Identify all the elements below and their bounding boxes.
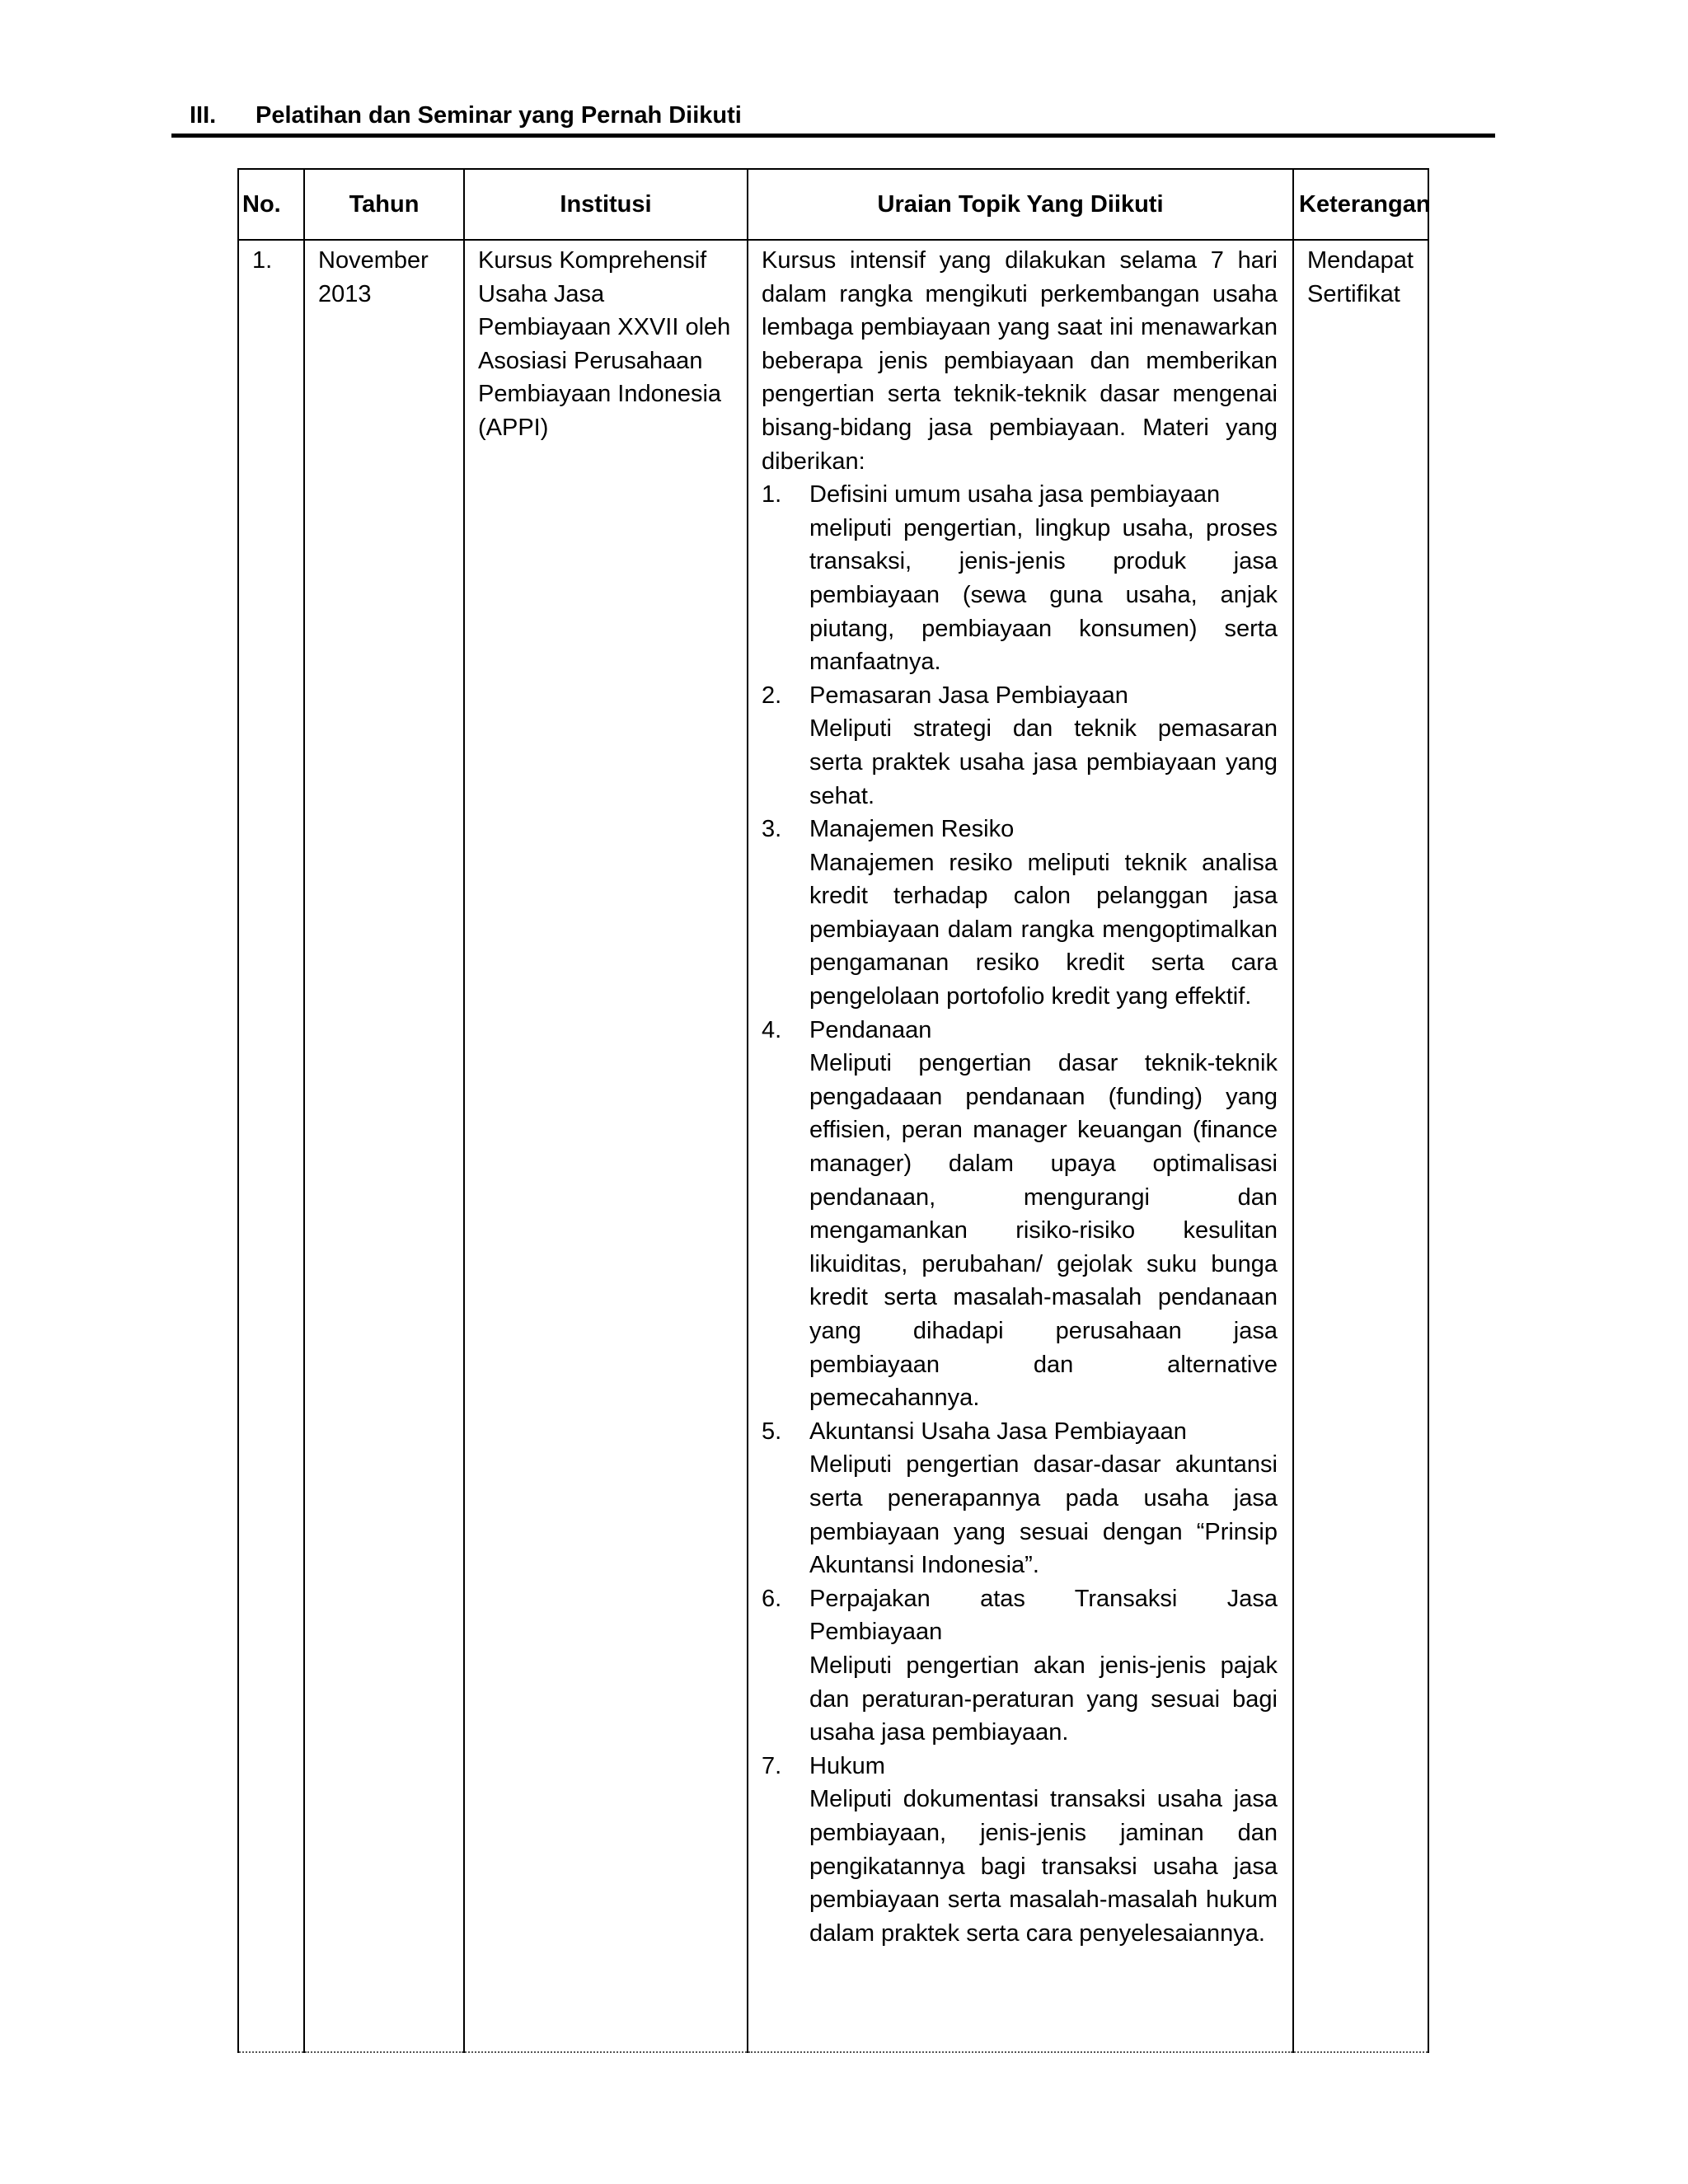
header-tahun: Tahun bbox=[304, 169, 464, 240]
topic-intro: Kursus intensif yang dilakukan selama 7 hari dalam rangka mengikuti perkembangan usaha lembaga pembiayaan yang saat ini menawarkan beberapa jenis pembiayaan dan memberikan pengertian serta teknik-teknik dasar mengenai bisang-bidang jasa pembiayaan. Materi yang diberikan: bbox=[762, 247, 1278, 475]
list-marker: 1. bbox=[762, 481, 782, 509]
item-title: Pendanaan bbox=[809, 1016, 932, 1043]
item-desc: Meliputi pengertian dasar-dasar akuntansi serta penerapannya pada usaha jasa pembiayaan yang sesuai dengan “Prinsip Akuntansi Indonesia”. bbox=[809, 1451, 1278, 1579]
item-title: Manajemen Resiko bbox=[809, 816, 1015, 843]
item-desc: Meliputi pengertian dasar teknik-teknik pengadaaan pendanaan (funding) yang effisien, peran manager keuangan (finance manager) dalam upaya optimalisasi pendanaan, mengurangi dan mengamankan risiko-risiko kesulitan likuiditas, perubahan/ gejolak suku bunga kredit serta masalah-masalah pendanaan yang dihadapi perusahaan jasa pembiayaan dan alternative pemecahannya. bbox=[809, 1050, 1278, 1412]
header-uraian: Uraian Topik Yang Diikuti bbox=[748, 169, 1293, 240]
list-item bbox=[762, 1750, 1278, 1951]
section-title: Pelatihan dan Seminar yang Pernah Diikuti bbox=[256, 102, 742, 129]
item-desc: Meliputi dokumentasi transaksi usaha jasa pembiayaan, jenis-jenis jaminan dan pengikatannya bagi transaksi usaha jasa pembiayaan serta masalah-masalah hukum dalam praktek serta cara penyelesaiannya. bbox=[809, 1786, 1278, 1947]
list-marker: 2. bbox=[762, 682, 782, 709]
item-title: Defisini umum usaha jasa pembiayaan bbox=[809, 481, 1221, 509]
topic-list bbox=[762, 478, 1278, 1950]
header-keterangan: Keterangan bbox=[1293, 169, 1428, 240]
table-header-row bbox=[238, 169, 1428, 240]
list-item bbox=[762, 1582, 1278, 1750]
item-title: Perpajakan atas Transaksi Jasa Pembiayaan bbox=[809, 1585, 1278, 1646]
list-item bbox=[762, 679, 1278, 813]
list-marker: 7. bbox=[762, 1752, 782, 1779]
item-title: Akuntansi Usaha Jasa Pembiayaan bbox=[809, 1418, 1187, 1445]
item-desc: Meliputi pengertian akan jenis-jenis pajak dan peraturan-peraturan yang sesuai bagi usaha jasa pembiayaan. bbox=[809, 1652, 1278, 1746]
list-item bbox=[762, 478, 1278, 679]
cell-institusi: Kursus Komprehensif Usaha Jasa Pembiayaan XXVII oleh Asosiasi Perusahaan Pembiayaan Indonesia (APPI) bbox=[464, 240, 748, 2052]
list-marker: 6. bbox=[762, 1585, 782, 1612]
section-header bbox=[171, 97, 1495, 138]
list-marker: 4. bbox=[762, 1016, 782, 1043]
item-title: Hukum bbox=[809, 1752, 885, 1779]
cell-no: 1. bbox=[238, 240, 304, 2052]
cell-tahun: November 2013 bbox=[304, 240, 464, 2052]
list-marker: 3. bbox=[762, 816, 782, 843]
list-item bbox=[762, 813, 1278, 1014]
section-number: III. bbox=[190, 102, 217, 129]
training-table bbox=[237, 168, 1429, 2053]
item-desc: Manajemen resiko meliputi teknik analisa kredit terhadap calon pelanggan jasa pembiayaan dalam rangka mengoptimalkan pengamanan resiko kredit serta cara pengelolaan portofolio kredit yang effektif. bbox=[809, 849, 1278, 1010]
item-desc: Meliputi strategi dan teknik pemasaran serta praktek usaha jasa pembiayaan yang sehat. bbox=[809, 715, 1278, 809]
cell-uraian bbox=[748, 240, 1293, 2052]
item-desc: meliputi pengertian, lingkup usaha, proses transaksi, jenis-jenis produk jasa pembiayaan (sewa guna usaha, anjak piutang, pembiayaan konsumen) serta manfaatnya. bbox=[809, 514, 1278, 676]
cell-keterangan: Mendapat Sertifikat bbox=[1293, 240, 1428, 2052]
list-marker: 5. bbox=[762, 1418, 782, 1445]
header-institusi: Institusi bbox=[464, 169, 748, 240]
list-item bbox=[762, 1415, 1278, 1582]
table-row bbox=[238, 240, 1428, 2052]
list-item bbox=[762, 1014, 1278, 1415]
header-no: No. bbox=[238, 169, 304, 240]
item-title: Pemasaran Jasa Pembiayaan bbox=[809, 682, 1128, 709]
